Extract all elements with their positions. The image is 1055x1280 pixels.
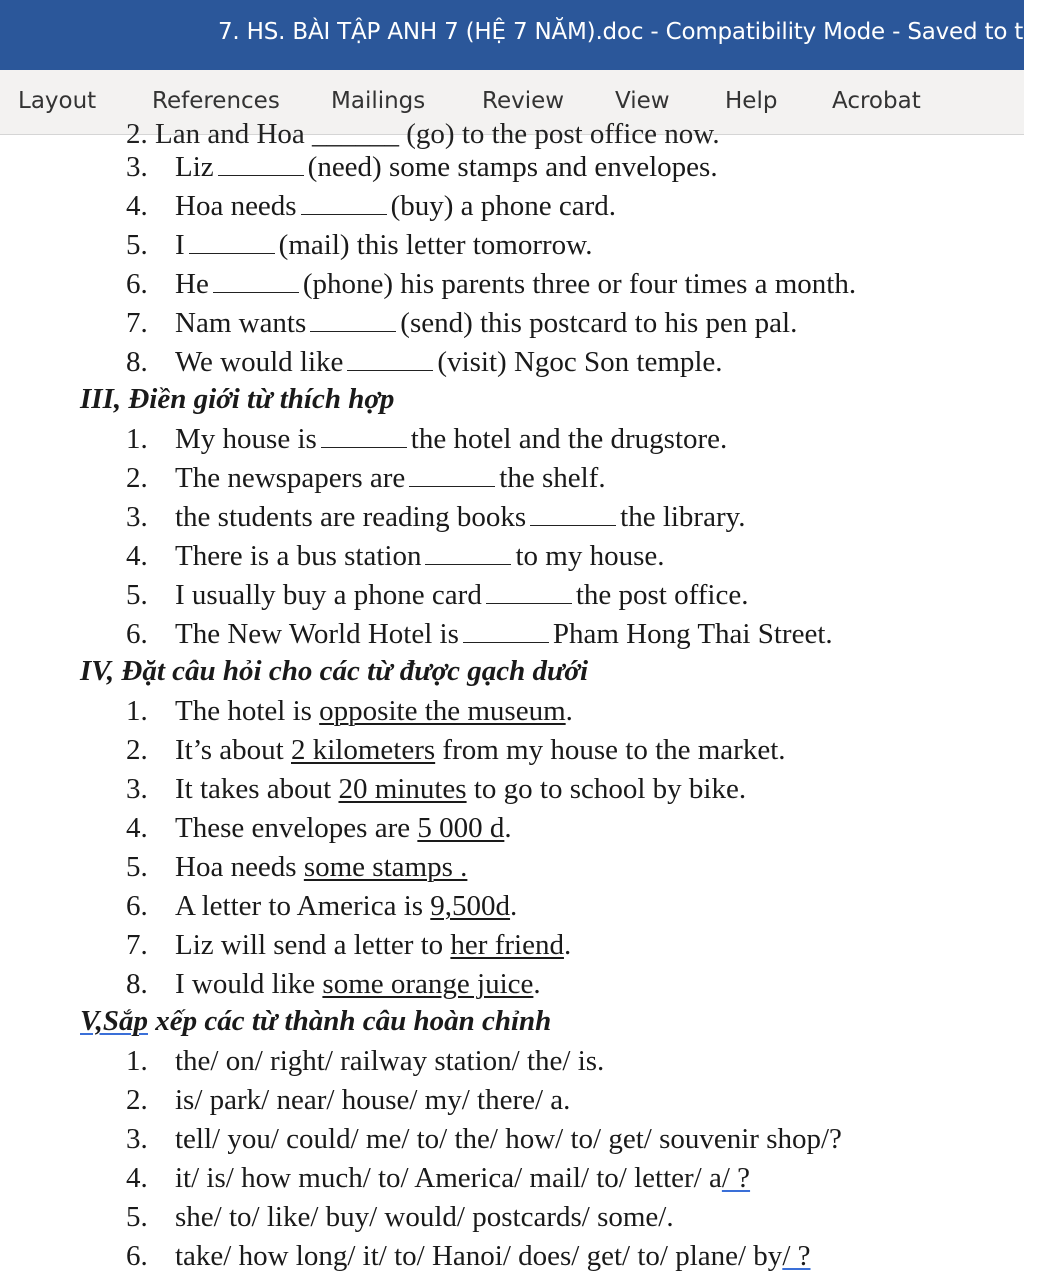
spellcheck-flagged-mark[interactable]: / ?	[721, 1162, 751, 1194]
underlined-phrase: some stamps .	[303, 851, 468, 883]
answer-blank[interactable]	[213, 269, 299, 293]
tab-acrobat[interactable]: Acrobat	[832, 88, 921, 114]
tab-review[interactable]: Review	[482, 88, 565, 114]
tab-view[interactable]: View	[615, 88, 670, 114]
answer-blank[interactable]	[310, 308, 396, 332]
underlined-phrase: some orange juice	[322, 968, 534, 1000]
section-heading: IV, Đặt câu hỏi cho các từ được gạch dưới	[80, 655, 589, 687]
document-page[interactable]: 2. Lan and Hoa ______ (go) to the post office now. 3. Liz (need) some stamps and envelopes. 4. Hoa needs (buy) a phone card. 5. I (mail) this letter tomorrow. 6. He (phone) his parents three or four times a month. 7. Nam wants (send) this postcard to his pen pal. 8. We would like (visit) Ngoc Son temple. III, Điền giới từ thích hợp 1. My house is the hotel and the drugstore. 2. The newspapers are the shelf. 3. the students are reading books the library. 4. There is a bus station to my house. 5. I usually buy a phone card the post office. 6. The New World Hotel is Pham Hong Thai Street. IV, Đặt câu hỏi cho các từ được gạch dưới 1. The hotel is opposite the museum. 2. It’s about 2 kilometers from my house to the market. 3. It takes about 20 minutes to go to school by bike. 4. These envelopes are 5 000 d. 5. Hoa needs some stamps . 6. A letter to America is 9,500d. 7. Liz will send a letter to her friend. 8. I would like some orange juice. V,Sắp xếp các từ thành câu hoàn chỉnh 1. the/ on/ right/ railway station/ the/ is. 2. is/ park/ near/ house/ my/ there/ a. 3. tell/ you/ could/ me/ to/ the/ how/ to/ get/ souvenir shop/? 4. it/ is/ how much/ to/ America/ mail/ to/ letter/ a/ ? 5. she/ to/ like/ buy/ would/ postcards/ some/. 6. take/ how long/ it/ to/ Hanoi/ does/ get/ to/ plane/ by/ ?	[0, 136, 1024, 1280]
tab-layout[interactable]: Layout	[18, 88, 97, 114]
answer-blank[interactable]	[218, 152, 304, 176]
answer-blank[interactable]	[486, 580, 572, 604]
underlined-phrase: 9,500d	[430, 890, 511, 922]
answer-blank[interactable]	[409, 463, 495, 487]
underlined-phrase: her friend	[450, 929, 564, 961]
title-bar	[0, 0, 1055, 70]
answer-blank[interactable]	[530, 502, 616, 526]
tab-help[interactable]: Help	[725, 88, 778, 114]
spellcheck-flagged-word[interactable]: V,Sắp	[80, 1005, 148, 1037]
answer-blank[interactable]	[301, 191, 387, 215]
underlined-phrase: opposite the museum	[319, 695, 566, 727]
clipped-exercise-line: 2. Lan and Hoa ______ (go) to the post office now.	[126, 118, 720, 150]
spellcheck-flagged-mark[interactable]: / ?	[782, 1240, 811, 1272]
answer-blank[interactable]	[425, 541, 511, 565]
section-heading: V,Sắp xếp các từ thành câu hoàn chỉnh	[80, 1005, 552, 1037]
section-heading: III, Điền giới từ thích hợp	[80, 383, 395, 415]
tab-references[interactable]: References	[152, 88, 280, 114]
answer-blank[interactable]	[347, 347, 433, 371]
answer-blank[interactable]	[189, 230, 275, 254]
answer-blank[interactable]	[321, 424, 407, 448]
underlined-phrase: 20 minutes	[338, 773, 467, 805]
underlined-phrase: 2 kilometers	[291, 734, 436, 766]
tab-mailings[interactable]: Mailings	[331, 88, 426, 114]
answer-blank[interactable]	[463, 619, 549, 643]
underlined-phrase: 5 000 d	[417, 812, 505, 844]
document-title: 7. HS. BÀI TẬP ANH 7 (HỆ 7 NĂM).doc - Compatibility Mode - Saved to this	[218, 19, 1055, 45]
